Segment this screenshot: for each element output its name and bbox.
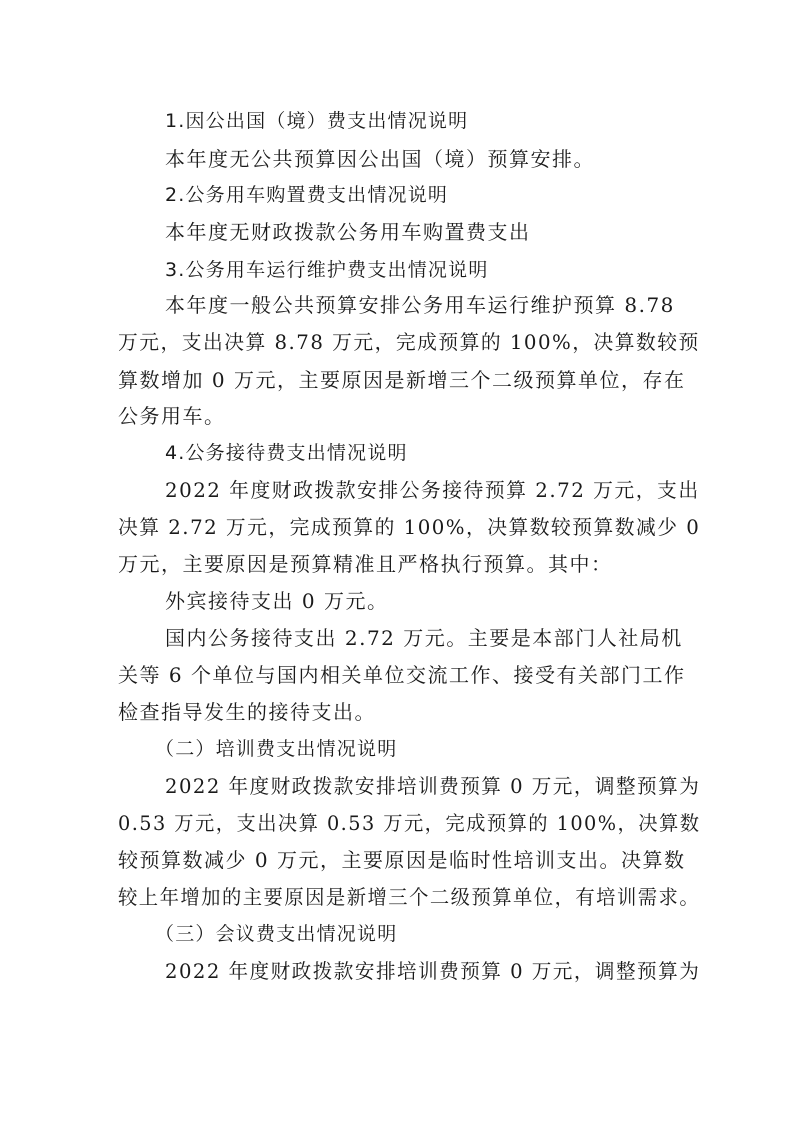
paragraph-line: 外宾接待支出 0 万元。 xyxy=(165,589,389,613)
paragraph-line: 公务用车。 xyxy=(118,404,226,428)
paragraph-line: 0.53 万元，支出决算 0.53 万元，完成预算的 100%，决算数 xyxy=(118,811,701,835)
paragraph-line: 国内公务接待支出 2.72 万元。主要是本部门人社局机 xyxy=(165,626,683,650)
heading-1: 1.因公出国（境）费支出情况说明 xyxy=(165,110,469,132)
paragraph-line: 决算 2.72 万元，完成预算的 100%，决算数较预算数减少 0 xyxy=(118,515,701,539)
paragraph-line: 2022 年度财政拨款安排培训费预算 0 万元，调整预算为 xyxy=(165,774,701,798)
paragraph-line: 2022 年度财政拨款安排公务接待预算 2.72 万元，支出 xyxy=(165,478,700,502)
paragraph-line: 本年度无公共预算因公出国（境）预算安排。 xyxy=(165,147,595,171)
heading-4: 4.公务接待费支出情况说明 xyxy=(165,442,408,464)
paragraph-line: 本年度一般公共预算安排公务用车运行维护预算 8.78 xyxy=(165,293,675,317)
paragraph-line: 较上年增加的主要原因是新增三个二级预算单位，有培训需求。 xyxy=(118,885,701,909)
heading-3: 3.公务用车运行维护费支出情况说明 xyxy=(165,259,489,281)
paragraph-line: 本年度无财政拨款公务用车购置费支出 xyxy=(165,220,531,244)
paragraph-line: 检查指导发生的接待支出。 xyxy=(118,700,376,724)
paragraph-line: 万元，主要原因是预算精准且严格执行预算。其中： xyxy=(118,552,613,576)
heading-2: 2.公务用车购置费支出情况说明 xyxy=(165,184,449,206)
paragraph-line: 万元，支出决算 8.78 万元，完成预算的 100%，决算数较预 xyxy=(118,330,700,354)
paragraph-line: 2022 年度财政拨款安排培训费预算 0 万元，调整预算为 xyxy=(165,959,701,983)
paragraph-line: 较预算数减少 0 万元，主要原因是临时性培训支出。决算数 xyxy=(118,848,686,872)
paragraph-line: 关等 6 个单位与国内相关单位交流工作、接受有关部门工作 xyxy=(118,663,686,687)
section-heading-meeting: （三）会议费支出情况说明 xyxy=(155,923,398,945)
paragraph-line: 算数增加 0 万元，主要原因是新增三个二级预算单位，存在 xyxy=(118,368,686,392)
section-heading-training: （二）培训费支出情况说明 xyxy=(155,738,398,760)
